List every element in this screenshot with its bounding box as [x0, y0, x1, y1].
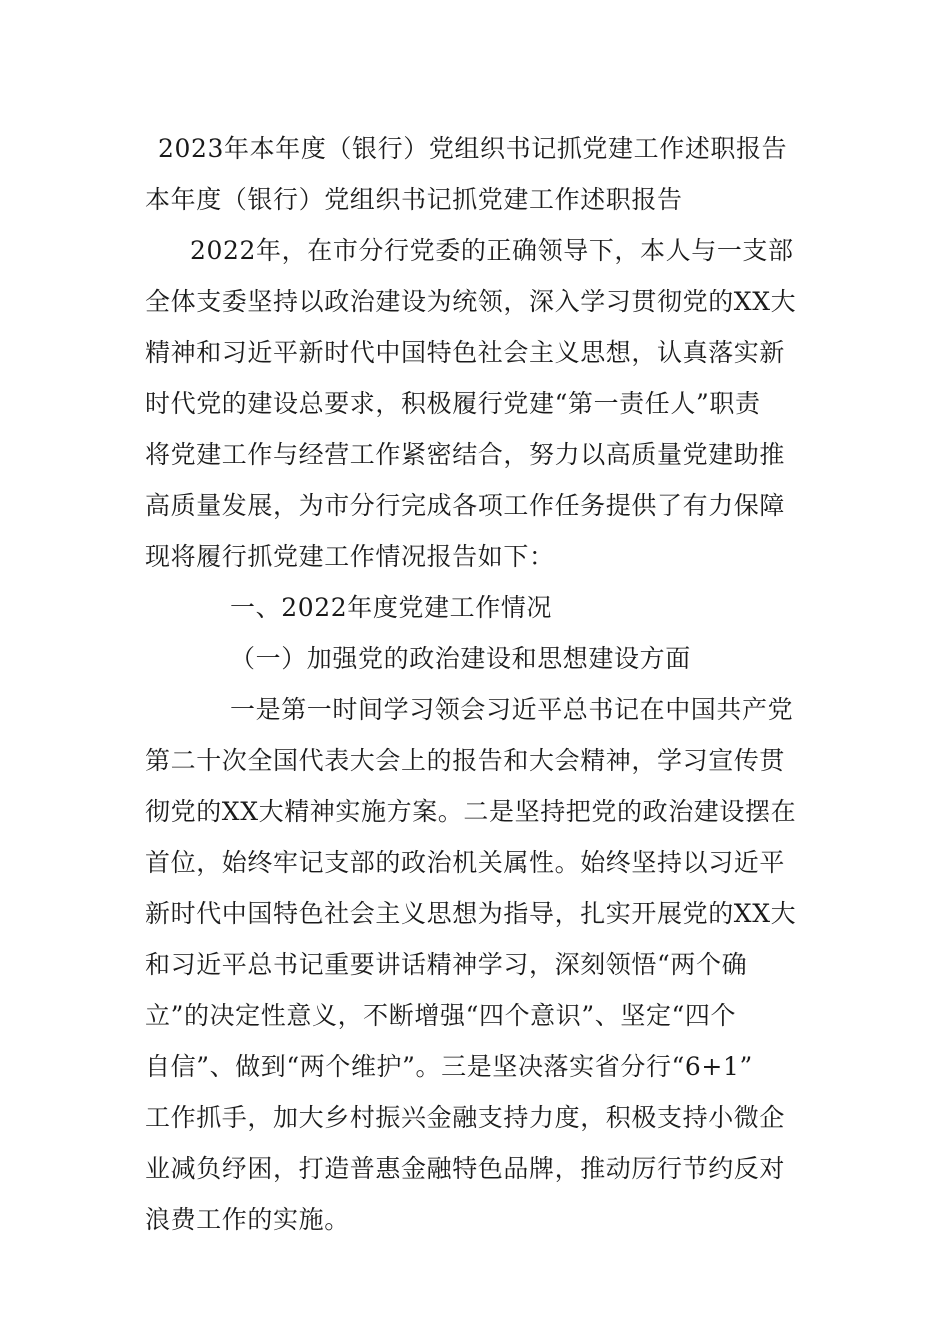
paragraph-line: 将党建工作与经营工作紧密结合，努力以高质量党建助推 — [145, 440, 786, 469]
paragraph-line: 浪费工作的实施。 — [145, 1205, 350, 1234]
paragraph-line: 新时代中国特色社会主义思想为指导，扎实开展党的XX大 — [145, 899, 797, 928]
paragraph-line: 全体支委坚持以政治建设为统领，深入学习贯彻党的XX大 — [145, 287, 797, 316]
document-subtitle: 本年度（银行）党组织书记抓党建工作述职报告 — [145, 185, 683, 214]
subsection-heading: （一）加强党的政治建设和思想建设方面 — [230, 644, 691, 673]
paragraph-line: 和习近平总书记重要讲话精神学习，深刻领悟“两个确 — [145, 950, 748, 979]
section-heading: 一、2022年度党建工作情况 — [230, 593, 553, 622]
paragraph-line: 现将履行抓党建工作情况报告如下： — [145, 542, 555, 571]
paragraph-line: 首位，始终牢记支部的政治机关属性。始终坚持以习近平 — [145, 848, 786, 877]
paragraph-line: 立”的决定性意义，不断增强“四个意识”、坚定“四个 — [145, 1001, 737, 1030]
document-title: 2023年本年度（银行）党组织书记抓党建工作述职报告 — [158, 134, 788, 163]
paragraph-line: 2022年，在市分行党委的正确领导下，本人与一支部 — [190, 236, 794, 265]
paragraph-line: 时代党的建设总要求，积极履行党建“第一责任人”职责 — [145, 389, 761, 418]
paragraph-line: 一是第一时间学习领会习近平总书记在中国共产党 — [230, 695, 794, 724]
paragraph-line: 业减负纾困，打造普惠金融特色品牌，推动厉行节约反对 — [145, 1154, 786, 1183]
paragraph-line: 第二十次全国代表大会上的报告和大会精神，学习宣传贯 — [145, 746, 786, 775]
paragraph-line: 工作抓手，加大乡村振兴金融支持力度，积极支持小微企 — [145, 1103, 786, 1132]
paragraph-line: 高质量发展，为市分行完成各项工作任务提供了有力保障 — [145, 491, 786, 520]
paragraph-line: 自信”、做到“两个维护”。三是坚决落实省分行“6+1” — [145, 1052, 753, 1081]
paragraph-line: 精神和习近平新时代中国特色社会主义思想，认真落实新 — [145, 338, 786, 367]
paragraph-line: 彻党的XX大精神实施方案。二是坚持把党的政治建设摆在 — [145, 797, 797, 826]
